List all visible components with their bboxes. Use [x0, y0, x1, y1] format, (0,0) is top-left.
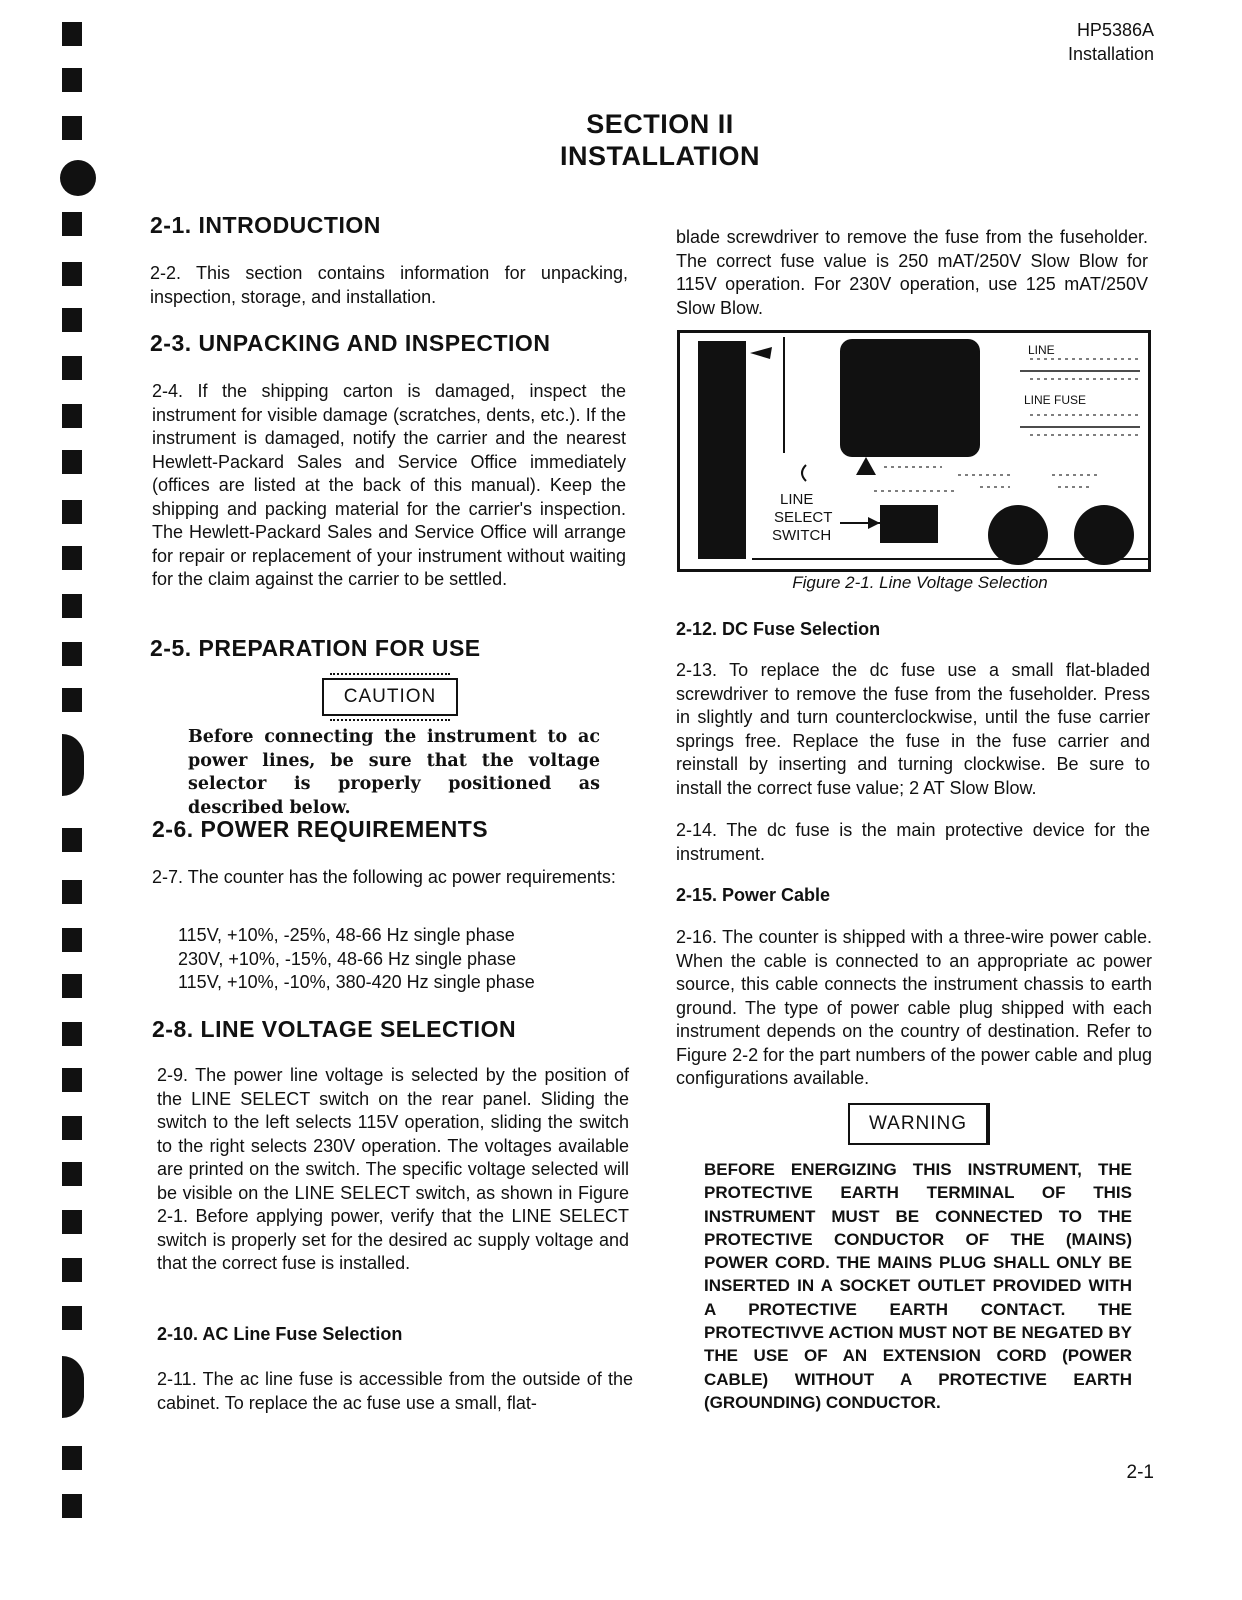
panel-line-fuse-label: LINE FUSE — [1024, 393, 1087, 407]
warning-text: BEFORE ENERGIZING THIS INSTRUMENT, THE PROTECTIVE EARTH TERMINAL OF THIS INSTRUMENT MUST BE CONNECTED TO THE PROTECTIVE CONDUCTOR OF THE (MAINS) POWER CORD. THE MAINS PLUG SHALL ONLY BE INSERTED IN A SOCKET OUTLET PROVIDED WITH A PROTECTIVE EARTH CONTACT. THE PROTECTIVVE ACTION MUST NOT BE NEGATED BY THE USE OF AN EXTENSION CORD (POWER CABLE) WITHOUT A PROTECTIVE EARTH (GROUNDING) CONDUCTOR. — [704, 1160, 1132, 1412]
running-header — [1068, 18, 1154, 66]
paragraph-2-14: 2-14. The dc fuse is the main protective device for the instrument. — [676, 820, 1150, 864]
warning-label: WARNING — [848, 1103, 990, 1145]
heading-unpacking: 2-3. UNPACKING AND INSPECTION — [150, 330, 551, 356]
figure-caption: Figure 2-1. Line Voltage Selection — [792, 573, 1048, 592]
paragraph-2-4: 2-4. If the shipping carton is damaged, inspect the instrument for visible damage (scratches, dents, etc.). If the instrument is damaged, notify the carrier and the nearest Hewlett-Packard Sales and Service Office immediately (offices are listed at the back of this manual). Keep the shipping and packing material for the carrier's inspection. The Hewlett-Packard Sales and Service Office will arrange for repair or replacement of your instrument without waiting for the claim against the carrier to be settled. — [152, 381, 626, 589]
heading-preparation: 2-5. PREPARATION FOR USE — [150, 635, 481, 661]
paragraph-2-11-continued: blade screwdriver to remove the fuse from the fuseholder. The correct fuse value is 250 mAT/250V Slow Blow for 115V operation. For 230V operation, use 125 mAT/250V Slow Blow. — [676, 227, 1148, 318]
line-voltage-figure — [677, 330, 1151, 572]
switch-label: SWITCH — [772, 527, 832, 544]
heading-ac-line-fuse: 2-10. AC Line Fuse Selection — [157, 1324, 403, 1344]
line-label: LINE — [780, 491, 814, 508]
paragraph-2-13: 2-13. To replace the dc fuse use a small flat-bladed screwdriver to remove the fuse from the fuseholder. Press in slightly and turn counterclockwise, until the fuse carrier springs free. Replace the fuse in the fuse carrier and reinstall by inserting and turning clockwise. Be sure to install the correct fuse value; 2 AT Slow Blow. — [676, 660, 1150, 798]
paragraph-2-11: 2-11. The ac line fuse is accessible from the outside of the cabinet. To replace the ac fuse use a small, flat- — [157, 1369, 633, 1413]
heading-power-cable: 2-15. Power Cable — [676, 885, 831, 905]
section-title — [0, 108, 1242, 172]
heading-line-voltage: 2-8. LINE VOLTAGE SELECTION — [152, 1016, 517, 1042]
requirement-item: 115V, +10%, -10%, 380-420 Hz single phase — [178, 972, 535, 992]
requirement-item: 115V, +10%, -25%, 48-66 Hz single phase — [178, 925, 515, 945]
header-model: HP5386A — [1076, 20, 1154, 40]
caution-text: Before connecting the instrument to ac power lines, be sure that the voltage selector is properly positioned as described below. — [188, 727, 600, 818]
heading-dc-fuse: 2-12. DC Fuse Selection — [676, 619, 881, 639]
paragraph-2-9: 2-9. The power line voltage is selected by the position of the LINE SELECT switch on the rear panel. Sliding the switch to the left selects 115V operation, sliding the switch to the right selects 230V operation. The voltages available are printed on the switch. The specific voltage selected will be visible on the LINE SELECT switch, as shown in Figure 2-1. Before applying power, verify that the LINE SELECT switch is properly set for the desired ac supply voltage and that the correct fuse is installed. — [157, 1065, 629, 1273]
paragraph-2-16: 2-16. The counter is shipped with a three-wire power cable. When the cable is connected to an appropriate ac power source, this cable connects the instrument chassis to earth ground. The type of power cable plug shipped with each instrument depends on the country of destination. Refer to Figure 2-2 for the part numbers of the power cable and plug configurations available. — [676, 927, 1152, 1088]
requirement-item: 230V, +10%, -15%, 48-66 Hz single phase — [178, 949, 517, 969]
paragraph-2-2: 2-2. This section contains information for unpacking, inspection, storage, and installation. — [150, 263, 628, 307]
select-label: SELECT — [774, 509, 833, 526]
section-name: INSTALLATION — [560, 141, 760, 171]
rear-panel-drawing — [680, 333, 1148, 569]
section-number: SECTION II — [586, 109, 734, 139]
heading-introduction: 2-1. INTRODUCTION — [150, 212, 381, 238]
heading-power-requirements: 2-6. POWER REQUIREMENTS — [152, 816, 489, 842]
page-number: 2-1 — [1126, 1462, 1154, 1483]
panel-line-label: LINE — [1028, 343, 1055, 357]
header-chapter: Installation — [1067, 44, 1154, 64]
caution-label: CAUTION — [322, 678, 458, 716]
paragraph-2-7: 2-7. The counter has the following ac power requirements: — [152, 867, 616, 887]
